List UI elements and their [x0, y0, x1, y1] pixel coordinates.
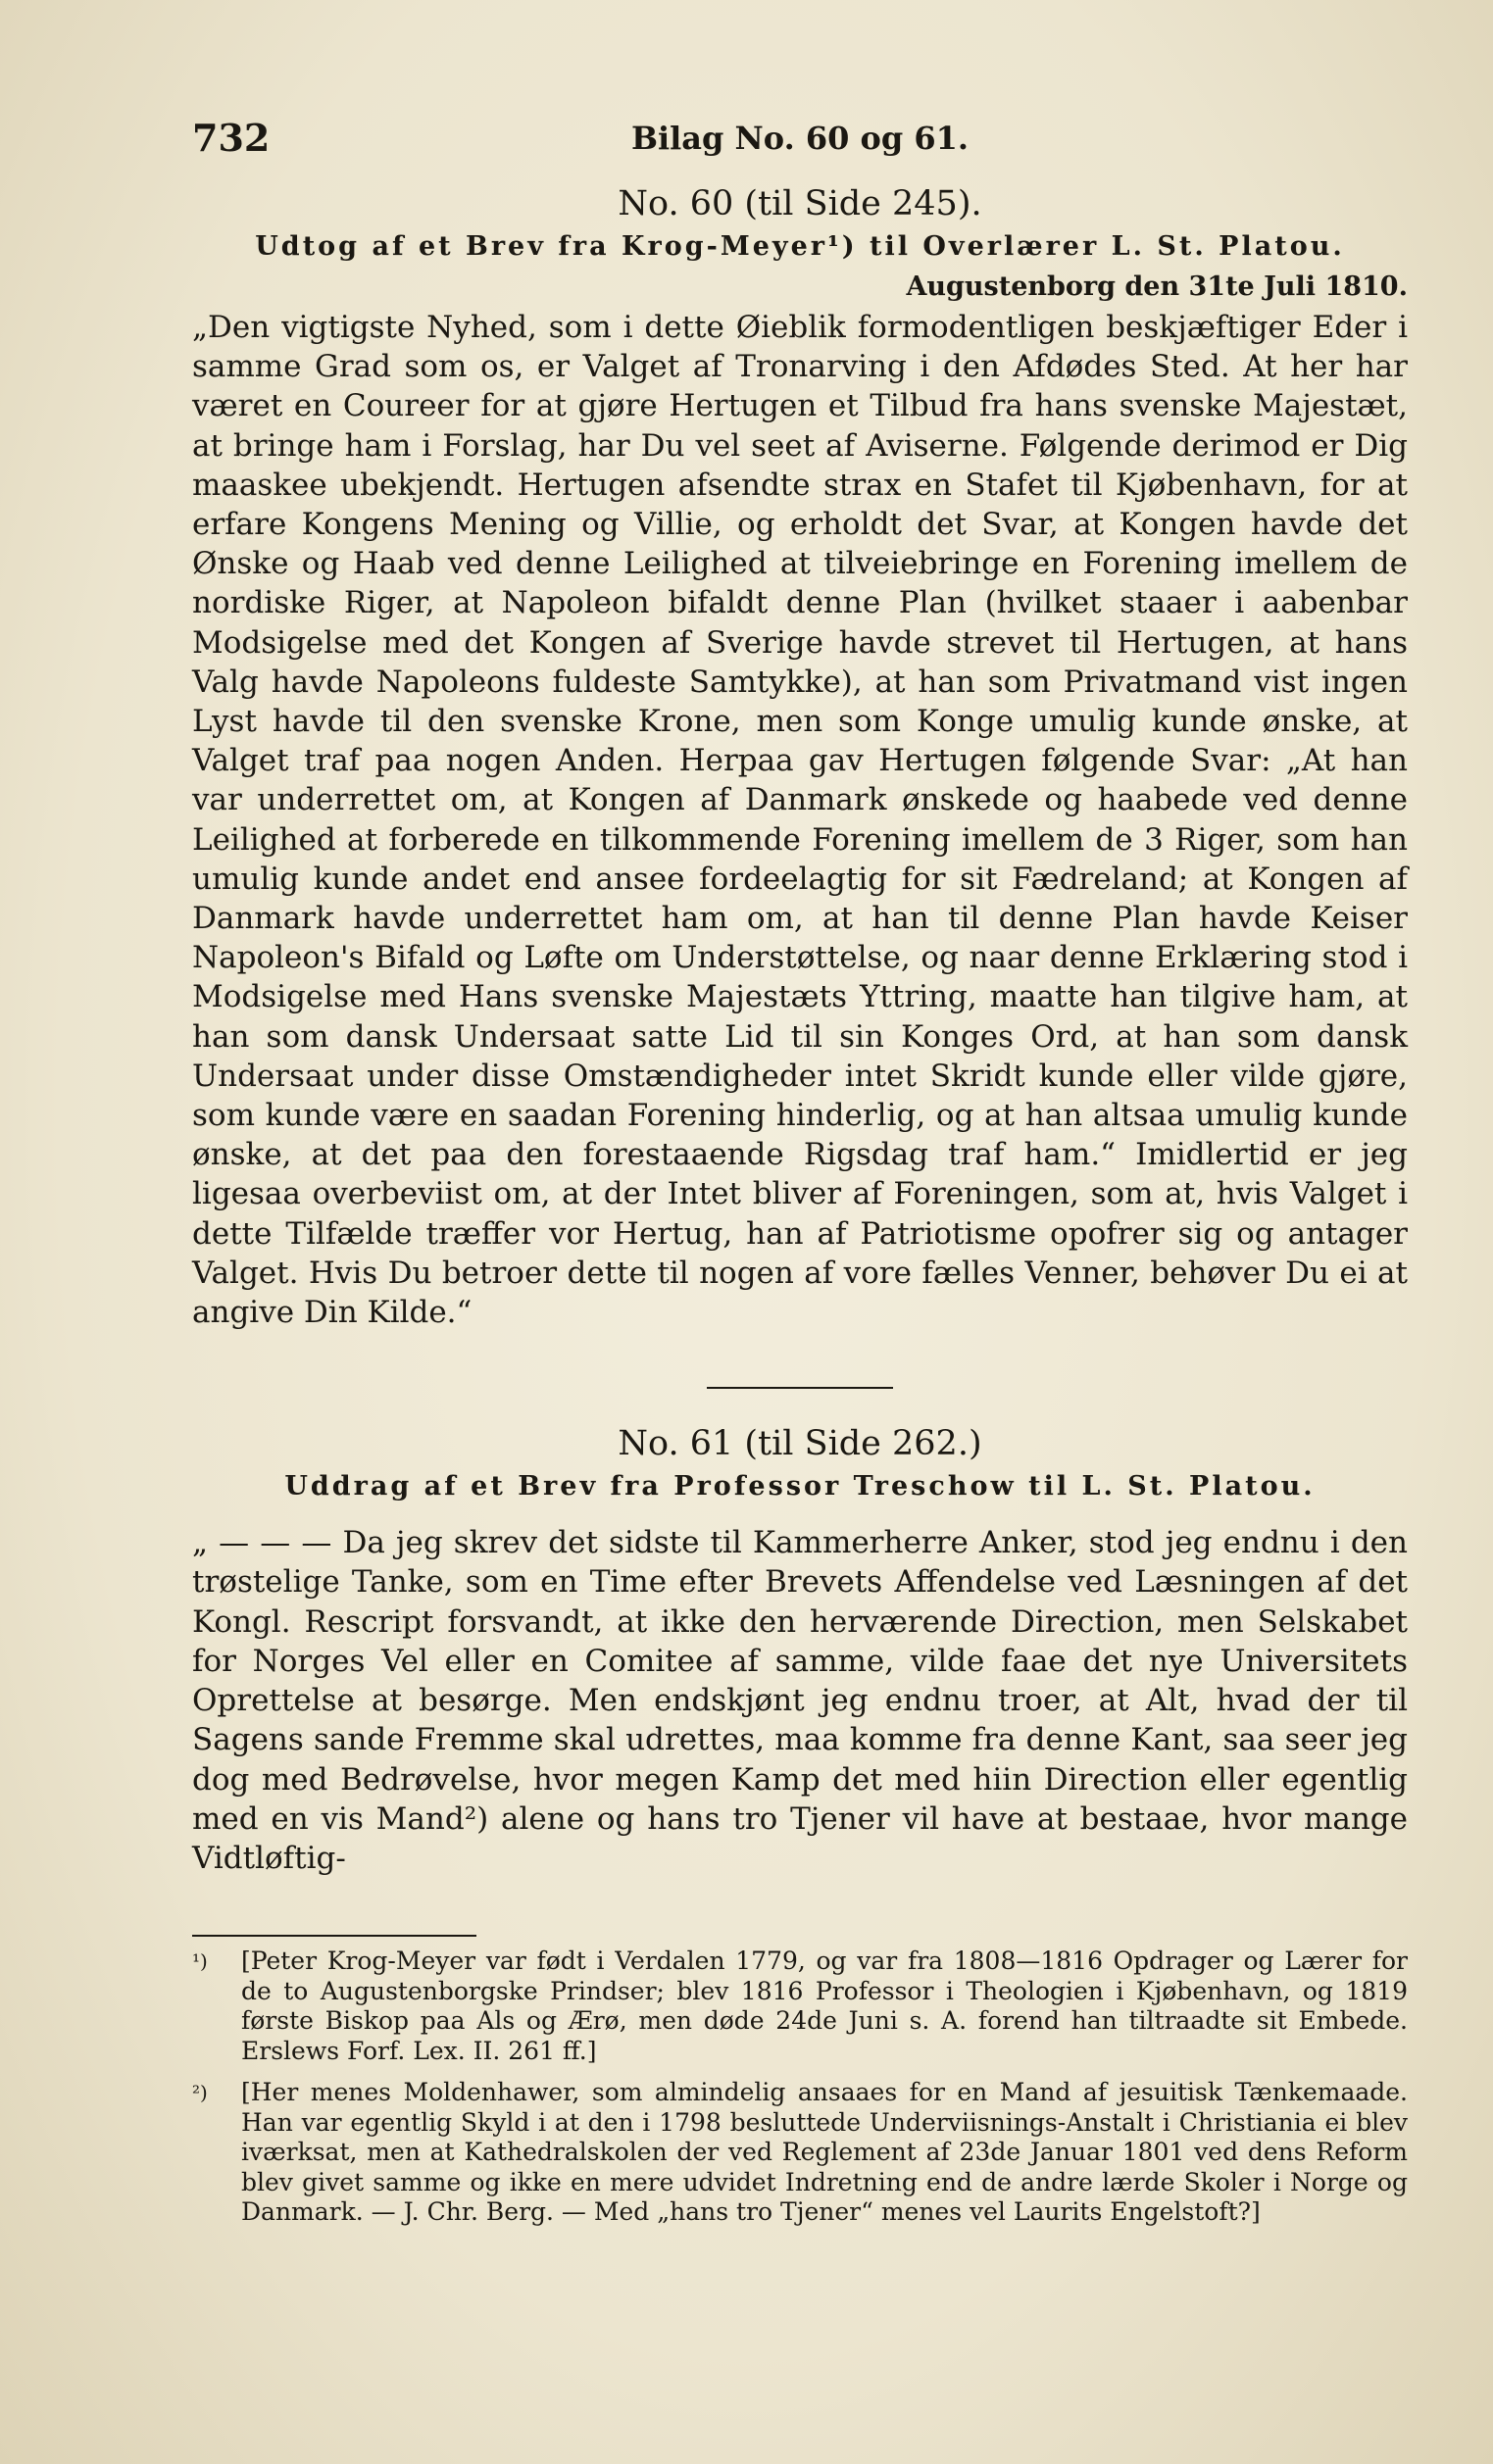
footnote-1-text: [Peter Krog-Meyer var født i Verdalen 1779, og var fra 1808—1816 Opdrager og Lærer for de to Augustenborgske Prindser; blev 1816 Professor i Theologien i Kjøbenhavn, og 1819 første Biskop paa Als og Ærø, men døde 24de Juni s. A. forend han tiltraadte sit Embede. Erslews Forf. Lex. II. 261 ff.]: [241, 1947, 1408, 2065]
section-divider: [707, 1387, 893, 1389]
page-header: [192, 116, 1408, 165]
footnote-2-text: [Her menes Moldenhawer, som almindelig ansaaes for en Mand af jesuitisk Tænkemaade. Han var egentlig Skyld i at den i 1798 besluttede Underviisnings-Anstalt i Christiania ei blev iværksat, men at Kathedralskolen der ved Reglement af 23de Januar 1801 ved dens Reform blev givet samme og ikke en mere udvidet Indretning end de andre lærde Skoler i Norge og Danmark. — J. Chr. Berg. — Med „hans tro Tjener“ menes vel Laurits Engelstoft?]: [241, 2078, 1408, 2227]
section-61-subheading: Uddrag af et Brev fra Professor Treschow til L. St. Platou.: [284, 1471, 1316, 1503]
section-60-heading: No. 60 (til Side 245).: [618, 184, 982, 223]
footnote-1-mark: ¹): [192, 1949, 208, 1974]
section-60-body: „Den vigtigste Nyhed, som i dette Øieblik formodentligen beskjæftiger Eder i samme Grad som os, er Valget af Tronarving i den Afdødes Sted. At her har været en Coureer for at gjøre Hertugen et Tilbud fra hans svenske Majestæt, at bringe ham i Forslag, har Du vel seet af Aviserne. Følgende derimod er Dig maaskee ubekjendt. Hertugen afsendte strax en Stafet til Kjøbenhavn, for at erfare Kongens Mening og Villie, og erholdt det Svar, at Kongen havde det Ønske og Haab ved denne Leilighed at tilveiebringe en Forening imellem de nordiske Riger, at Napoleon bifaldt denne Plan (hvilket staaer i aabenbar Modsigelse med det Kongen af Sverige havde strevet til Hertugen, at hans Valg havde Napoleons fuldeste Samtykke), at han som Privatmand vist ingen Lyst havde til den svenske Krone, men som Konge umulig kunde ønske, at Valget traf paa nogen Anden. Herpaa gav Hertugen følgende Svar: „At han var underrettet om, at Kongen af Danmark ønskede og haabede ved denne Leilighed at forberede en tilkommende Forening imellem de 3 Riger, som han umulig kunde andet end ansee fordeelagtig for sit Fædreland; at Kongen af Danmark havde underrettet ham om, at han til denne Plan havde Keiser Napoleon's Bifald og Løfte om Understøttelse, og naar denne Erklæring stod i Modsigelse med Hans svenske Majestæts Yttring, maatte han tilgive ham, at han som dansk Undersaat satte Lid til sin Konges Ord, at han som dansk Undersaat under disse Omstændigheder intet Skridt kunde eller vilde gjøre, som kunde være en saadan Forening hinderlig, og at han altsaa umulig kunde ønske, at det paa den forestaaende Rigsdag traf ham.“ Imidlertid er jeg ligesaa overbeviist om, at der Intet bliver af Foreningen, som at, hvis Valget i dette Tilfælde træffer vor Hertug, han af Patriotisme opofrer sig og antager Valget. Hvis Du betroer dette til nogen af vore fælles Venner, behøver Du ei at angive Din Kilde.“: [192, 310, 1408, 1331]
footnote-2: [192, 2078, 1408, 2228]
footnote-1: [192, 1947, 1408, 2066]
section-61-body: „ — — — Da jeg skrev det sidste til Kammerherre Anker, stod jeg endnu i den trøstelige Tanke, som en Time efter Brevets Affendelse ved Læsningen af det Kongl. Rescript forsvandt, at ikke den herværende Direction, men Selskabet for Norges Vel eller en Comitee af samme, vilde faae det nye Universitets Oprettelse at besørge. Men endskjønt jeg endnu troer, at Alt, hvad der til Sagens sande Fremme skal udrettes, maa komme fra denne Kant, saa seer jeg dog med Bedrøvelse, hvor megen Kamp det med hiin Direction eller egentlig med en vis Mand²) alene og hans tro Tjener vil have at bestaae, hvor mange Vidtløftig-: [192, 1525, 1408, 1876]
section-60-dateline: Augustenborg den 31te Juli 1810.: [906, 271, 1408, 302]
page-number: 732: [192, 116, 271, 160]
section-60-subheading: Udtog af et Brev fra Krog-Meyer¹) til Overlærer L. St. Platou.: [255, 231, 1345, 262]
page-body: [192, 184, 1408, 2240]
footnote-rule: [192, 1935, 476, 1937]
footnote-2-mark: ²): [192, 2081, 208, 2105]
running-title: Bilag No. 60 og 61.: [630, 120, 970, 157]
section-61-heading: No. 61 (til Side 262.): [618, 1424, 982, 1464]
